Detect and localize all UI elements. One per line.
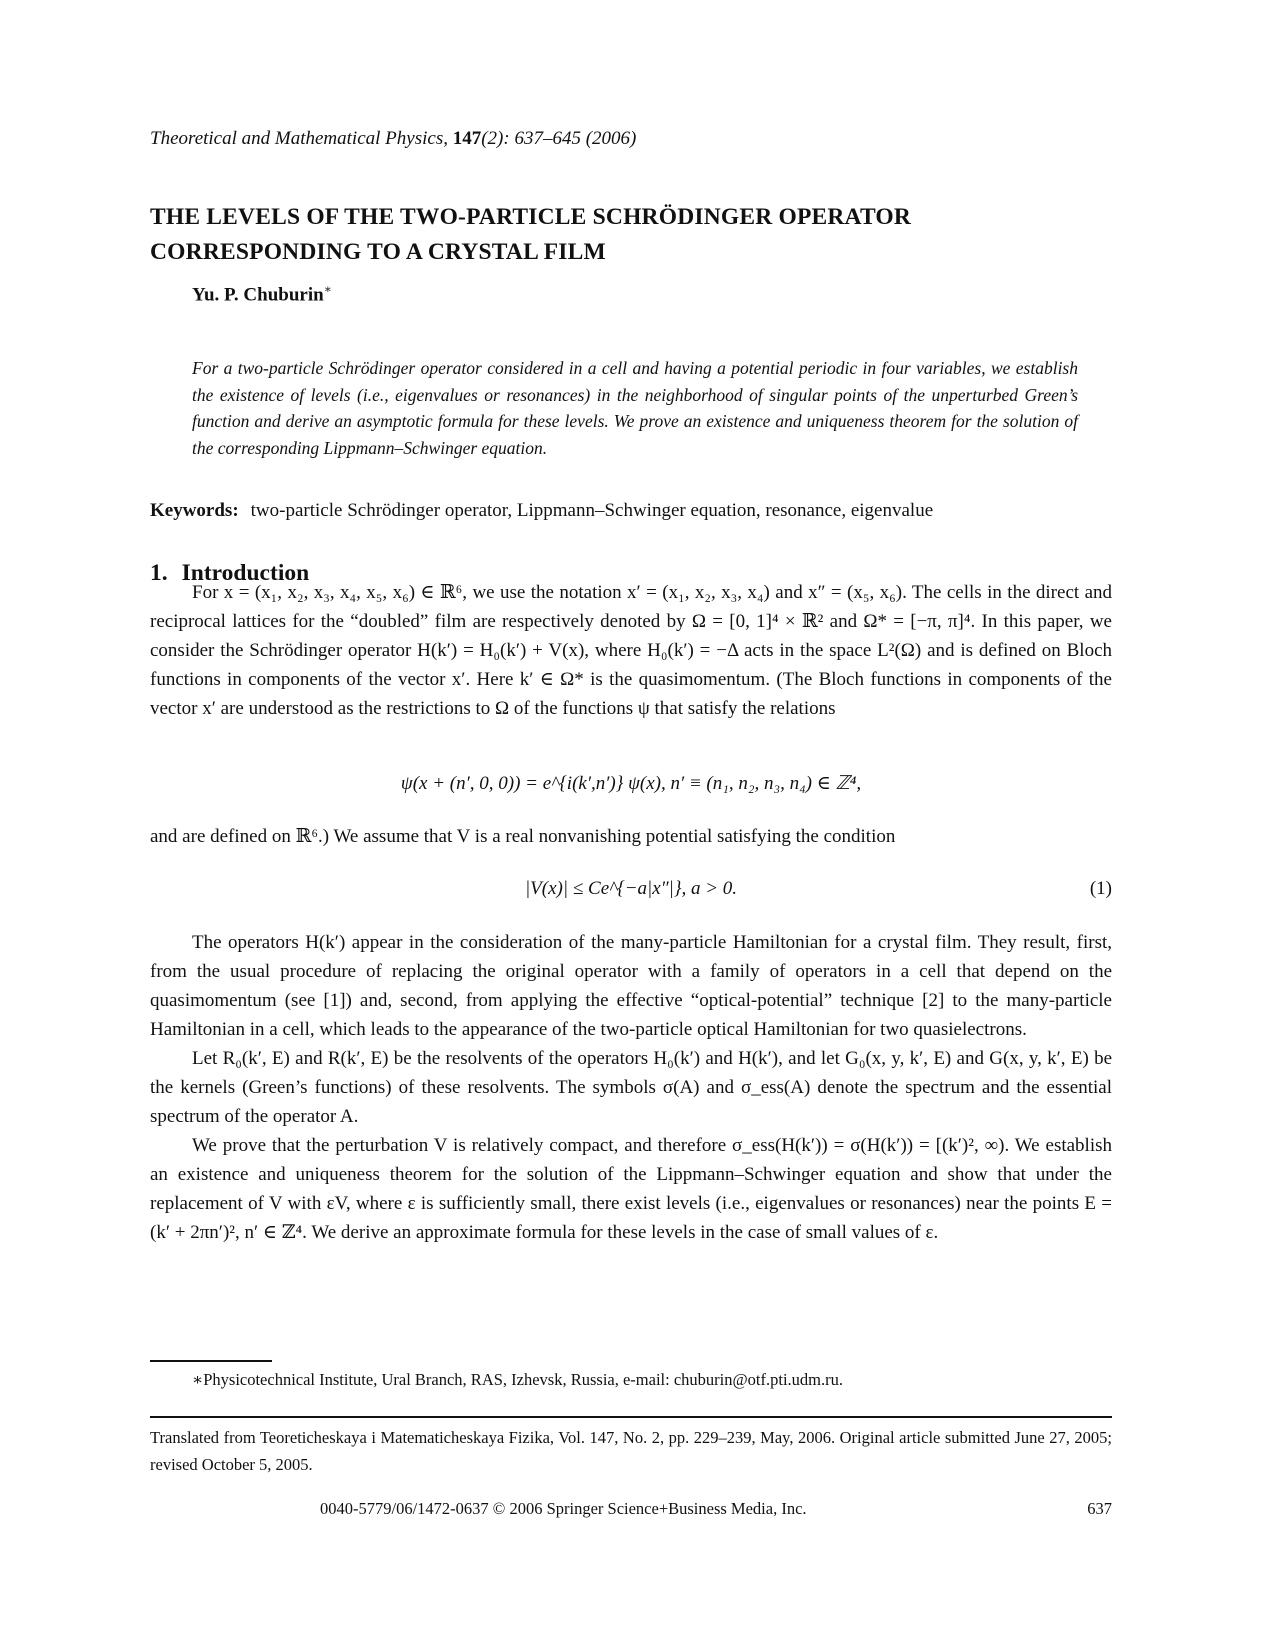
keywords <box>150 500 933 522</box>
paragraph-4: Let R₀(k′, E) and R(k′, E) be the resolvents of the operators H₀(k′) and H(k′), and let G₀(x, y, k′, E) and G(x, y, k′, E) be the kernels (Green’s functions) of these resolvents. The symbols σ(A) and σ_ess(A) denote the spectrum and the essential spectrum of the operator A. <box>150 1048 1112 1127</box>
abstract: For a two-particle Schrödinger operator considered in a cell and having a potential periodic in four variables, we establish the existence of levels (i.e., eigenvalues or resonances) in the neighborhood of singular points of the unperturbed Green’s function and derive an asymptotic formula for these levels. We prove an existence and uniqueness theorem for the solution of the corresponding Lippmann–Schwinger equation. <box>192 358 1078 458</box>
equation-bloch: ψ(x + (n′, 0, 0)) = e^{i(k′,n′)} ψ(x), n′ ≡ (n₁, n₂, n₃, n₄) ∈ ℤ⁴, <box>400 773 862 794</box>
equation-1 <box>150 878 1112 900</box>
page-number: 637 <box>1087 1499 1112 1518</box>
equation-1-number: (1) <box>1089 878 1112 899</box>
footnote-rule <box>150 1360 272 1362</box>
translation-rule <box>150 1416 1112 1418</box>
author <box>192 282 332 306</box>
equation-1-body: |V(x)| ≤ Ce^{−a|x″|}, a > 0. <box>524 878 738 899</box>
title-line-2: CORRESPONDING TO A CRYSTAL FILM <box>150 239 606 265</box>
footnote-affiliation: ∗Physicotechnical Institute, Ural Branch, RAS, Izhevsk, Russia, e-mail: chuburin@otf.pti.udm.ru. <box>192 1370 844 1389</box>
paragraph-1-block <box>150 578 1112 723</box>
article-title <box>150 200 911 270</box>
author-footnote-mark: ∗ <box>323 282 332 296</box>
title-line-1: THE LEVELS OF THE TWO-PARTICLE SCHRÖDINGER OPERATOR <box>150 204 912 230</box>
paragraph-2: and are defined on ℝ⁶.) We assume that V is a real nonvanishing potential satisfying the condition <box>150 826 896 847</box>
paragraph-3: The operators H(k′) appear in the consideration of the many-particle Hamiltonian for a crystal film. They result, first, from the usual procedure of replacing the original operator with a family of operators in a cell that depend on the quasimomentum (see [1]) and, second, from applying the effective “optical-potential” technique [2] to the many-particle Hamiltonian in a cell, which leads to the appearance of the two-particle optical Hamiltonian for two quasielectrons. <box>150 932 1112 1040</box>
author-name: Yu. P. Chuburin <box>192 284 324 306</box>
keywords-list: two-particle Schrödinger operator, Lippmann–Schwinger equation, resonance, eigenvalue <box>250 500 934 521</box>
journal-volume: 147 <box>452 128 482 149</box>
journal-name: Theoretical and Mathematical Physics, <box>150 128 448 149</box>
paragraph-3-5-block <box>150 928 1112 1247</box>
paragraph-5: We prove that the perturbation V is relatively compact, and therefore σ_ess(H(k′)) = σ(H(k′)) = [(k′)², ∞). We establish an existence and uniqueness theorem for the solution of the Lippmann–Schwinger equation and show that under the replacement of V with εV, where ε is sufficiently small, there exist levels (i.e., eigenvalues or resonances) near the points E = (k′ + 2πn′)², n′ ∈ ℤ⁴. We derive an approximate formula for these levels in the case of small values of ε. <box>150 1135 1112 1243</box>
paragraph-2-block <box>150 822 1112 851</box>
journal-issue-pages: (2): 637–645 (2006) <box>481 128 637 149</box>
section-title: Introduction <box>181 560 310 586</box>
translation-note: Translated from Teoreticheskaya i Matematicheskaya Fizika, Vol. 147, No. 2, pp. 229–239, May, 2006. Original article submitted June 27, 2005; revised October 5, 2005. <box>150 1428 1112 1474</box>
paragraph-1: For x = (x₁, x₂, x₃, x₄, x₅, x₆) ∈ ℝ⁶, we use the notation x′ = (x₁, x₂, x₃, x₄) and x″ = (x₅, x₆). The cells in the direct and reciprocal lattices for the “doubled” film are respectively denoted by Ω = [0, 1]⁴ × ℝ² and Ω* = [−π, π]⁴. In this paper, we consider the Schrödinger operator H(k′) = H₀(k′) + V(x), where H₀(k′) = −Δ acts in the space L²(Ω) and is defined on Bloch functions in components of the vector x′. Here k′ ∈ Ω* is the quasimomentum. (The Bloch functions in components of the vector x′ are understood as the restrictions to Ω of the functions ψ that satisfy the relations <box>150 582 1112 719</box>
keywords-label: Keywords: <box>150 500 239 521</box>
copyright-line: 0040-5779/06/1472-0637 © 2006 Springer Science+Business Media, Inc. <box>320 1499 807 1518</box>
section-number: 1. <box>150 560 168 586</box>
journal-citation <box>150 128 636 150</box>
